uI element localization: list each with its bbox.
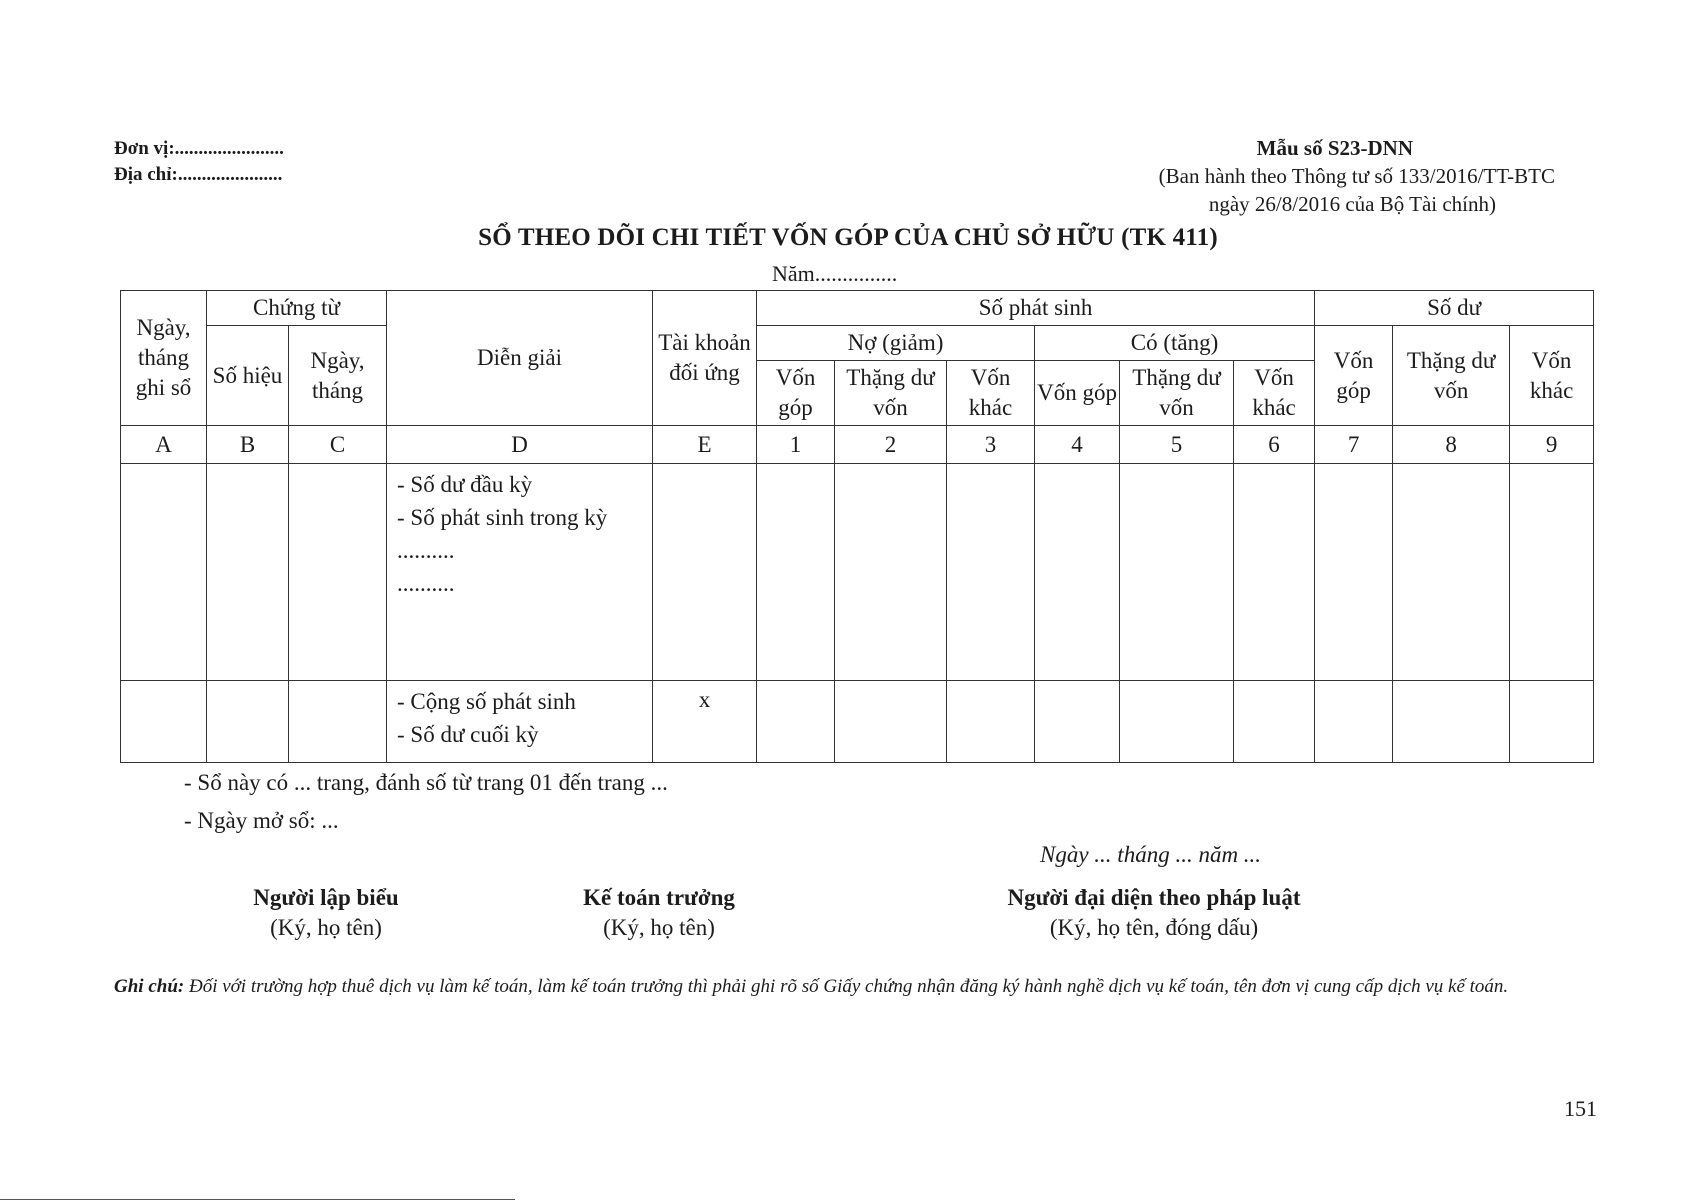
signature-legal-representative [914, 883, 1394, 943]
page-title: SỔ THEO DÕI CHI TIẾT VỐN GÓP CỦA CHỦ SỞ HỮU (TK 411) [478, 224, 1218, 251]
closing-balance-line: - Số dư cuối kỳ [397, 722, 539, 747]
column-letter: E [653, 426, 757, 464]
table-cell [947, 464, 1035, 681]
column-letter: 7 [1315, 426, 1393, 464]
table-cell [1393, 681, 1510, 763]
column-letter: 3 [947, 426, 1035, 464]
column-letter: 5 [1120, 426, 1234, 464]
column-letter: 9 [1510, 426, 1594, 464]
column-letter: 2 [835, 426, 947, 464]
header-credit-surplus: Thặng dư vốn [1120, 361, 1234, 426]
column-letter: B [207, 426, 289, 464]
dotted-line: .......... [397, 538, 455, 563]
table-row [121, 464, 1594, 681]
column-letter: 4 [1035, 426, 1120, 464]
page-number: 151 [1564, 1096, 1597, 1121]
header-date-recorded: Ngày, tháng ghi sổ [121, 291, 207, 426]
issued-by-line-1: (Ban hành theo Thông tư số 133/2016/TT-BTC [1158, 164, 1555, 188]
footnote [114, 973, 1604, 1000]
total-arising-line: - Cộng số phát sinh [397, 689, 576, 714]
table-cell [1234, 464, 1315, 681]
table-cell [835, 464, 947, 681]
year-line: Năm............... [772, 261, 898, 286]
period-arising-line: - Số phát sinh trong kỳ [397, 505, 608, 530]
header-voucher-group: Chứng từ [207, 291, 387, 326]
column-letter-row [121, 426, 1594, 464]
table-cell [1035, 681, 1120, 763]
table-cell [1315, 464, 1393, 681]
dotted-line: .......... [397, 571, 455, 596]
table-cell [757, 681, 835, 763]
note-pages: - Sổ này có ... trang, đánh số từ trang 01 đến trang ... [184, 770, 668, 795]
column-letter: D [387, 426, 653, 464]
table-cell [207, 681, 289, 763]
signature-chief-accountant [499, 883, 819, 943]
table-cell [947, 681, 1035, 763]
unit-info [114, 136, 284, 188]
form-code: Mẫu số S23-DNN [1256, 136, 1413, 160]
header-balance-other: Vốn khác [1510, 326, 1594, 426]
table-cell [289, 464, 387, 681]
ledger-table [120, 290, 1594, 763]
table-cell [289, 681, 387, 763]
table-cell [121, 681, 207, 763]
bottom-rule [0, 1199, 515, 1200]
signature-title: Kế toán trưởng [583, 885, 735, 910]
footnote-text: Đối với trường hợp thuê dịch vụ làm kế toán, làm kế toán trưởng thì phải ghi rõ số Giấy chứng nhận đăng ký hành nghề dịch vụ kế toán, tên đơn vị cung cấp dịch vụ kế toán. [184, 976, 1509, 997]
header-balance-surplus: Thặng dư vốn [1393, 326, 1510, 426]
table-row [121, 681, 1594, 763]
header-voucher-date: Ngày, tháng [289, 326, 387, 426]
signature-sub: (Ký, họ tên, đóng dấu) [1049, 915, 1259, 940]
header-debit-capital: Vốn góp [757, 361, 835, 426]
unit-label: Đơn vị:....................... [114, 138, 284, 159]
footnote-label: Ghi chú: [114, 976, 185, 997]
date-line: Ngày ... tháng ... năm ... [1040, 842, 1262, 867]
header-debit-surplus: Thặng dư vốn [835, 361, 947, 426]
header-description: Diễn giải [387, 291, 653, 426]
table-cell [1234, 681, 1315, 763]
table-cell [121, 464, 207, 681]
table-cell [1510, 464, 1594, 681]
table-cell [1120, 681, 1234, 763]
header-credit-group: Có (tăng) [1035, 326, 1315, 361]
issued-by-line-2: ngày 26/8/2016 của Bộ Tài chính) [1208, 192, 1496, 216]
header-arising-group: Số phát sinh [757, 291, 1315, 326]
description-cell [387, 681, 653, 763]
signature-preparer [166, 883, 486, 943]
table-cell [1393, 464, 1510, 681]
column-letter: 8 [1393, 426, 1510, 464]
column-letter: A [121, 426, 207, 464]
signature-sub: (Ký, họ tên) [270, 915, 382, 940]
column-letter: 6 [1234, 426, 1315, 464]
header-contra-account: Tài khoản đối ứng [653, 291, 757, 426]
table-cell [757, 464, 835, 681]
table-cell [1035, 464, 1120, 681]
signature-title: Người đại diện theo pháp luật [1007, 885, 1301, 910]
table-cell [653, 464, 757, 681]
header-debit-other: Vốn khác [947, 361, 1035, 426]
table-cell [1315, 681, 1393, 763]
table-cell [1510, 681, 1594, 763]
column-letter: 1 [757, 426, 835, 464]
table-cell [835, 681, 947, 763]
opening-balance-line: - Số dư đầu kỳ [397, 472, 533, 497]
header-debit-group: Nợ (giảm) [757, 326, 1035, 361]
column-letter: C [289, 426, 387, 464]
header-balance-group: Số dư [1315, 291, 1594, 326]
table-cell [1120, 464, 1234, 681]
x-mark: x [653, 681, 757, 763]
signature-title: Người lập biểu [253, 885, 399, 910]
header-credit-capital: Vốn góp [1035, 361, 1120, 426]
signature-sub: (Ký, họ tên) [603, 915, 715, 940]
header-balance-capital: Vốn góp [1315, 326, 1393, 426]
address-label: Địa chỉ:...................... [114, 164, 283, 185]
header-credit-other: Vốn khác [1234, 361, 1315, 426]
description-cell [387, 464, 653, 681]
note-open-date: - Ngày mở sổ: ... [184, 808, 339, 833]
header-voucher-no: Số hiệu [207, 326, 289, 426]
table-cell [207, 464, 289, 681]
